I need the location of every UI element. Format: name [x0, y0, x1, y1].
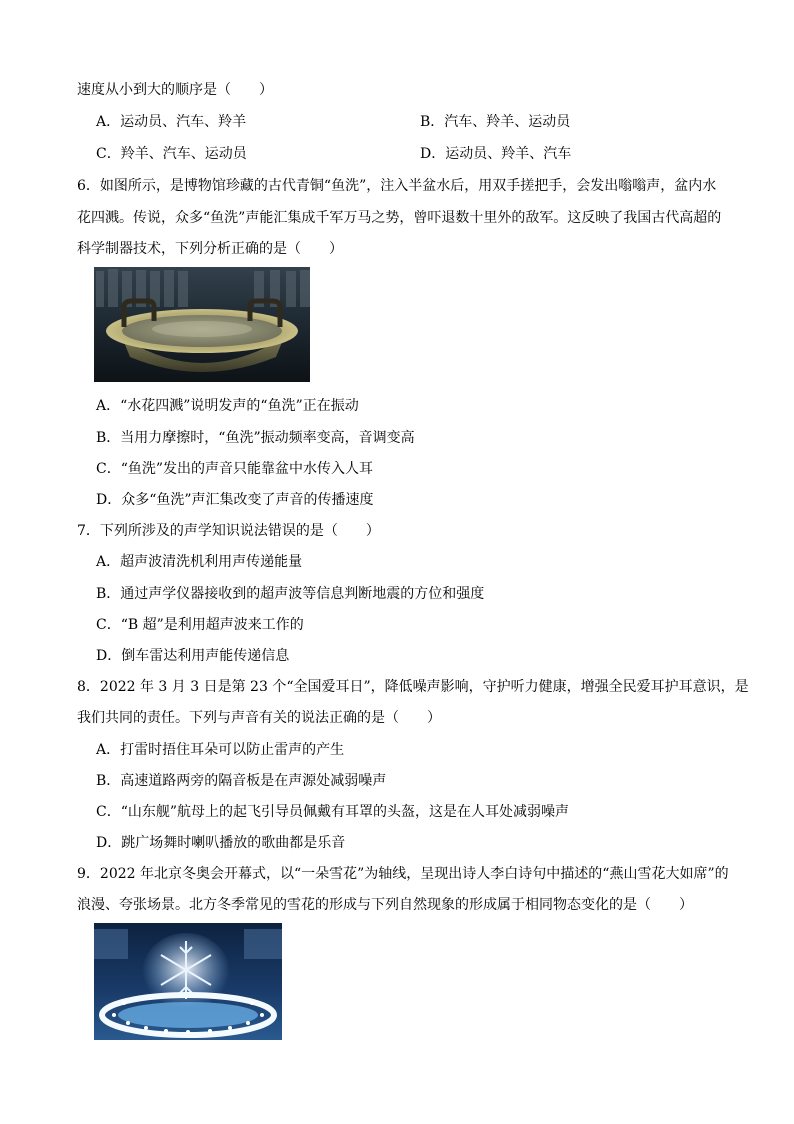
q9-stem-line-1: 9．2022 年北京冬奥会开幕式，以“一朵雪花”为轴线，呈现出诗人李白诗句中描述的“燕山雪花大如席”的 [77, 866, 729, 882]
q8-option-a[interactable]: A．打雷时捂住耳朵可以防止雷声的产生 [96, 742, 345, 758]
q6-option-a[interactable]: A．“水花四溅”说明发声的“鱼洗”正在振动 [96, 398, 359, 414]
q7-stem: 7．下列所涉及的声学知识说法错误的是（ ） [77, 523, 380, 539]
q7-option-b[interactable]: B．通过声学仪器接收到的超声波等信息判断地震的方位和强度 [96, 586, 485, 602]
q5-option-b[interactable]: B．汽车、羚羊、运动员 [420, 114, 571, 130]
q6-stem-line-2: 花四溅。传说，众多“鱼洗”声能汇集成千军万马之势，曾吓退数十里外的敌军。这反映了我国古代高超的 [77, 210, 722, 226]
q5-option-a[interactable]: A．运动员、汽车、羚羊 [96, 114, 247, 130]
q9-stem-line-2: 浪漫、夸张场景。北方冬季常见的雪花的形成与下列自然现象的形成属于相同物态变化的是（ ） [77, 897, 693, 913]
q5-stem-tail: 速度从小到大的顺序是（ ） [77, 82, 273, 98]
q8-stem-line-1: 8．2022 年 3 月 3 日是第 23 个“全国爱耳日”，降低噪声影响，守护听力健康，增强全民爱耳护耳意识，是 [77, 679, 749, 695]
bronze-basin-photo [94, 267, 310, 382]
olympic-snowflake-photo [94, 923, 282, 1040]
q8-stem-line-2: 我们共同的责任。下列与声音有关的说法正确的是（ ） [77, 710, 441, 726]
q7-option-c[interactable]: C．“B 超”是利用超声波来工作的 [96, 617, 304, 633]
q6-option-b[interactable]: B．当用力摩擦时，“鱼洗”振动频率变高，音调变高 [96, 430, 415, 446]
q8-option-d[interactable]: D．跳广场舞时喇叭播放的歌曲都是乐音 [96, 835, 346, 851]
q5-option-c[interactable]: C．羚羊、汽车、运动员 [96, 146, 247, 162]
q5-option-d[interactable]: D．运动员、羚羊、汽车 [420, 146, 572, 162]
q7-option-a[interactable]: A．超声波清洗机利用声传递能量 [96, 554, 303, 570]
q6-stem-line-3: 科学制器技术，下列分析正确的是（ ） [77, 241, 343, 257]
q7-option-d[interactable]: D．倒车雷达利用声能传递信息 [96, 648, 290, 664]
q6-stem-line-1: 6．如图所示，是博物馆珍藏的古代青铜“鱼洗”，注入半盆水后，用双手搓把手，会发出嗡嗡声，盆内水 [77, 178, 717, 194]
q8-option-c[interactable]: C．“山东舰”航母上的起飞引导员佩戴有耳罩的头盔，这是在人耳处减弱噪声 [96, 804, 570, 820]
q6-option-d[interactable]: D．众多“鱼洗”声汇集改变了声音的传播速度 [96, 492, 374, 508]
q6-option-c[interactable]: C．“鱼洗”发出的声音只能靠盆中水传入人耳 [96, 461, 374, 477]
q8-option-b[interactable]: B．高速道路两旁的隔音板是在声源处减弱噪声 [96, 773, 387, 789]
